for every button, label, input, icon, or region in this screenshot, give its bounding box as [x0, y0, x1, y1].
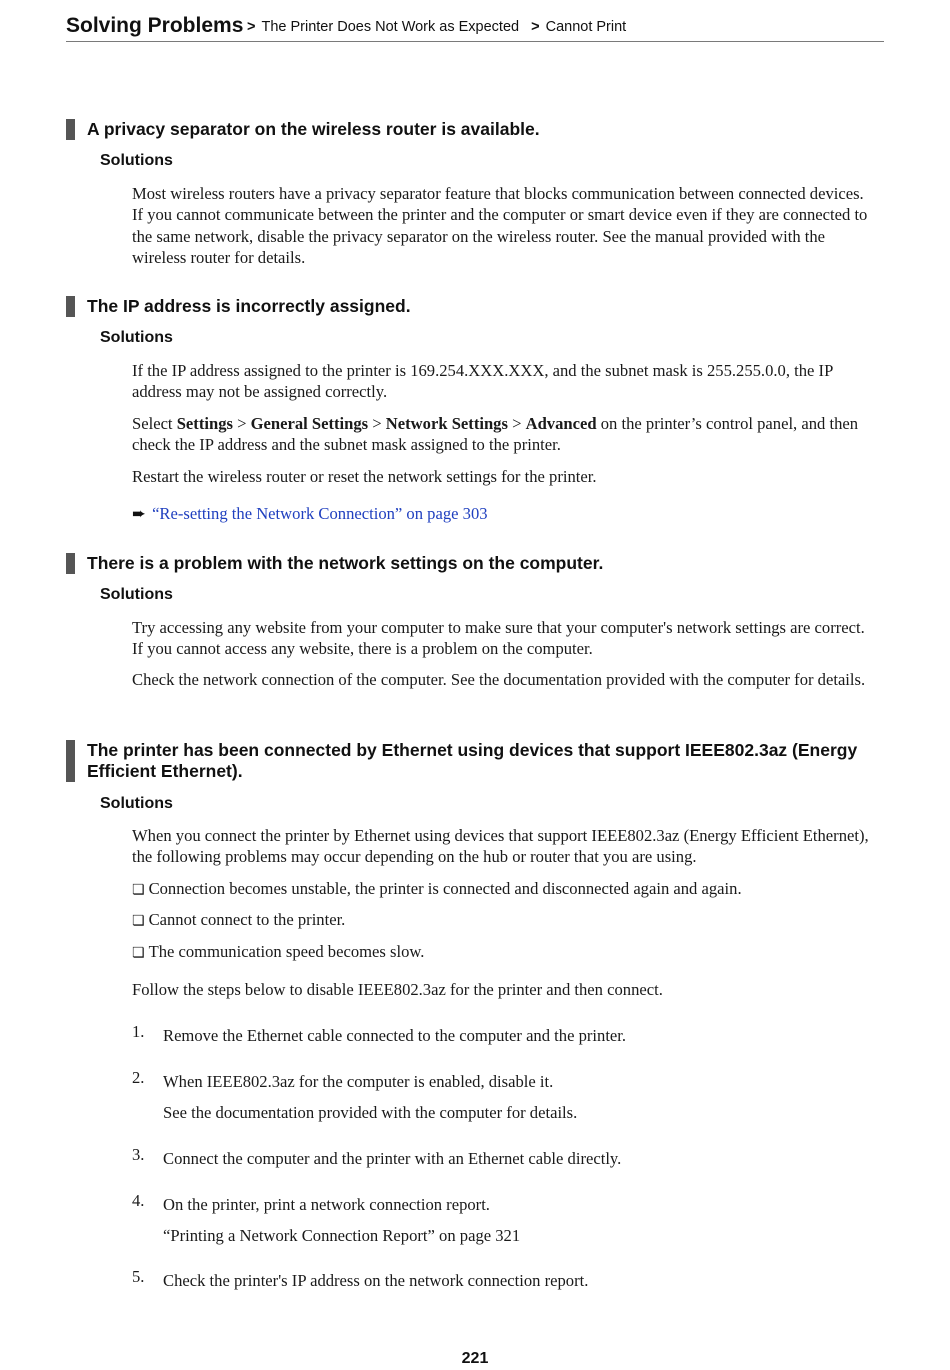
- step-number: 1.: [132, 1022, 145, 1041]
- link-printing-network-connection-report[interactable]: “Printing a Network Connection Report” on page 321: [163, 1226, 521, 1245]
- step-number: 2.: [132, 1068, 145, 1087]
- breadcrumb-item-cannot-print[interactable]: Cannot Print: [545, 19, 627, 35]
- checkbox-bullet-icon: ❏: [132, 913, 145, 929]
- solutions-label: Solutions: [100, 152, 173, 169]
- step-subtext: See the documentation provided with the computer for details.: [163, 1103, 578, 1122]
- menu-network-settings: Network Settings: [385, 414, 508, 433]
- checkbox-bullet-icon: ❏: [132, 945, 145, 961]
- section-heading-privacy-separator: A privacy separator on the wireless router is available.: [66, 119, 886, 140]
- breadcrumb-separator: >: [531, 19, 540, 35]
- step-text: Remove the Ethernet cable connected to the computer and the printer.: [163, 1026, 627, 1045]
- heading-bar: [66, 553, 75, 574]
- solutions-label: Solutions: [100, 586, 173, 603]
- step-number: 5.: [132, 1267, 145, 1286]
- menu-advanced: Advanced: [525, 414, 597, 433]
- paragraph: If the IP address assigned to the printer is 169.254.XXX.XXX, and the subnet mask is 255.255.0.0, the IP address may not be assigned correctly.: [132, 361, 833, 402]
- breadcrumb-separator: >: [247, 19, 256, 35]
- breadcrumb: [247, 19, 626, 35]
- solutions-label: Solutions: [100, 795, 173, 812]
- paragraph: Most wireless routers have a privacy separator feature that blocks communication between connected devices. If you cannot communicate between the printer and the computer or smart device even if they are connected to the same network, disable the privacy separator on the wireless router. See the manual provided with the wireless router for details.: [132, 184, 868, 267]
- checkbox-bullet-icon: ❏: [132, 882, 145, 898]
- list-item: ❏ Connection becomes unstable, the printer is connected and disconnected again and again.: [132, 879, 742, 898]
- menu-general-settings: General Settings: [250, 414, 369, 433]
- menu-settings: Settings: [176, 414, 233, 433]
- section-heading-ip-address: The IP address is incorrectly assigned.: [66, 296, 886, 317]
- heading-bar: [66, 119, 75, 140]
- paragraph: Restart the wireless router or reset the network settings for the printer.: [132, 467, 597, 486]
- page-number: 221: [461, 1350, 489, 1367]
- section-heading-ieee8023az: The printer has been connected by Ethernet using devices that support IEEE802.3az (Energy Efficient Ethernet).: [66, 740, 886, 782]
- step-number: 4.: [132, 1191, 145, 1210]
- heading-bar: [66, 740, 75, 782]
- breadcrumb-item-printer-not-work[interactable]: The Printer Does Not Work as Expected: [261, 19, 520, 35]
- step-number: 3.: [132, 1145, 145, 1164]
- paragraph: Try accessing any website from your computer to make sure that your computer's network settings are correct. If you cannot access any website, there is a problem on the computer.: [132, 618, 865, 659]
- paragraph: Check the network connection of the computer. See the documentation provided with the computer for details.: [132, 670, 866, 689]
- page-header: [66, 12, 884, 42]
- link-resetting-network-connection[interactable]: “Re-setting the Network Connection” on page 303: [152, 504, 488, 523]
- paragraph: When you connect the printer by Ethernet using devices that support IEEE802.3az (Energy Efficient Ethernet), the following problems may occur depending on the hub or router that you are using.: [132, 826, 869, 867]
- heading-bar: [66, 296, 75, 317]
- arrow-icon: ➨: [132, 504, 146, 523]
- chapter-title: Solving Problems: [66, 14, 244, 37]
- paragraph-settings-path: Select Settings > General Settings > Network Settings > Advanced on the printer’s control panel, and then check the IP address and the subnet mask assigned to the printer.: [132, 414, 859, 455]
- paragraph: Follow the steps below to disable IEEE802.3az for the printer and then connect.: [132, 980, 663, 999]
- list-item: ❏ Cannot connect to the printer.: [132, 910, 346, 929]
- step-text: When IEEE802.3az for the computer is enabled, disable it.: [163, 1072, 554, 1091]
- reference-link-row: [132, 503, 877, 524]
- step-text: Check the printer's IP address on the network connection report.: [163, 1271, 589, 1290]
- list-item: ❏ The communication speed becomes slow.: [132, 942, 425, 961]
- step-text: On the printer, print a network connection report.: [163, 1195, 490, 1214]
- step-text: Connect the computer and the printer with an Ethernet cable directly.: [163, 1149, 622, 1168]
- section-heading-network-settings-computer: There is a problem with the network settings on the computer.: [66, 553, 886, 574]
- solutions-label: Solutions: [100, 329, 173, 346]
